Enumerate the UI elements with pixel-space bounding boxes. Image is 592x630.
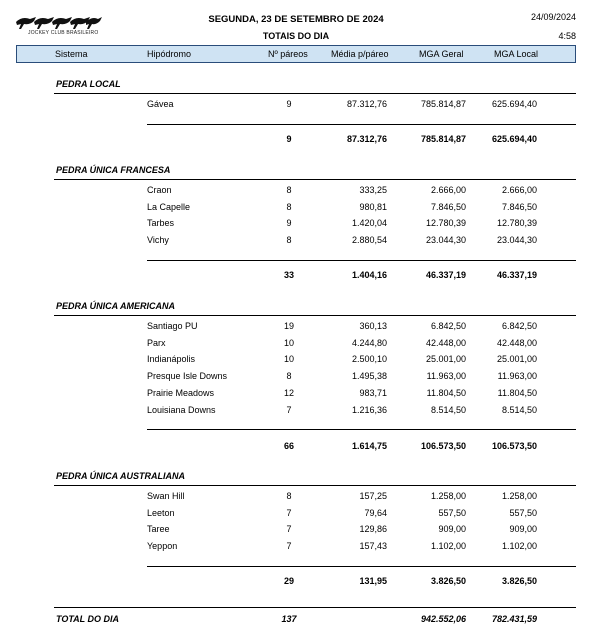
cell-media: 1.420,04 — [351, 218, 387, 228]
cell-mga-geral: 12.780,39 — [425, 218, 466, 228]
table-row — [0, 371, 592, 387]
cell-mga-geral: 785.814,87 — [420, 99, 466, 109]
report-header — [0, 0, 592, 44]
cell-mga-local: 8.514,50 — [501, 405, 537, 415]
subtotal-divider — [147, 429, 576, 430]
cell-media: 1.495,38 — [351, 371, 387, 381]
subtotal-divider — [147, 260, 576, 261]
cell-media: 129,86 — [359, 524, 387, 534]
subtotal-media: 87.312,76 — [346, 134, 387, 144]
cell-mga-local: 23.044,30 — [496, 235, 537, 245]
table-row — [0, 491, 592, 507]
logo-caption: JOCKEY CLUB BRASILEIRO — [28, 30, 99, 36]
col-media: Média p/páreo — [331, 49, 389, 59]
cell-npareos: 8 — [286, 235, 292, 245]
cell-mga-local: 42.448,00 — [496, 338, 537, 348]
subtotal-mga-local: 106.573,50 — [491, 441, 537, 451]
subtotal-mga-local: 46.337,19 — [496, 270, 537, 280]
col-npareos: Nº páreos — [268, 49, 308, 59]
cell-hipodromo: Craon — [147, 185, 172, 195]
cell-media: 1.216,36 — [351, 405, 387, 415]
cell-mga-local: 2.666,00 — [501, 185, 537, 195]
table-row — [0, 235, 592, 251]
col-hipodromo: Hipódromo — [147, 49, 192, 59]
cell-npareos: 9 — [286, 218, 292, 228]
report-subtitle: TOTAIS DO DIA — [262, 31, 330, 41]
cell-mga-geral: 11.963,00 — [426, 371, 466, 381]
total-mga-local: 782.431,59 — [491, 614, 537, 624]
subtotal-mga-local: 625.694,40 — [491, 134, 537, 144]
cell-mga-geral: 7.846,50 — [430, 202, 466, 212]
section-divider — [54, 485, 576, 486]
cell-media: 157,43 — [359, 541, 387, 551]
column-header-bar — [16, 45, 576, 63]
col-mga-local: MGA Local — [494, 49, 539, 59]
cell-mga-geral: 2.666,00 — [430, 185, 466, 195]
cell-mga-geral: 23.044,30 — [425, 235, 466, 245]
section-title: PEDRA ÚNICA FRANCESA — [56, 165, 171, 175]
section-divider — [54, 179, 576, 180]
cell-npareos: 8 — [286, 371, 292, 381]
table-row — [0, 202, 592, 218]
cell-mga-local: 11.963,00 — [497, 371, 537, 381]
subtotal-divider — [147, 566, 576, 567]
cell-npareos: 19 — [284, 321, 295, 331]
subtotal-media: 1.614,75 — [351, 441, 387, 451]
cell-mga-local: 1.102,00 — [501, 541, 537, 551]
subtotal-row — [0, 270, 592, 286]
subtotal-mga-geral: 3.826,50 — [430, 576, 466, 586]
cell-mga-local: 12.780,39 — [496, 218, 537, 228]
cell-mga-geral: 6.842,50 — [430, 321, 466, 331]
cell-media: 980,81 — [359, 202, 387, 212]
cell-mga-geral: 557,50 — [438, 508, 466, 518]
cell-hipodromo: Gávea — [147, 99, 174, 109]
cell-mga-local: 25.001,00 — [496, 354, 537, 364]
subtotal-npareos: 66 — [284, 441, 295, 451]
cell-hipodromo: Louisiana Downs — [147, 405, 216, 415]
cell-mga-geral: 1.102,00 — [430, 541, 466, 551]
subtotal-npareos: 9 — [286, 134, 292, 144]
subtotal-mga-geral: 106.573,50 — [420, 441, 466, 451]
cell-hipodromo: Indianápolis — [147, 354, 196, 364]
subtotal-media: 1.404,16 — [351, 270, 387, 280]
table-row — [0, 99, 592, 115]
cell-npareos: 7 — [286, 405, 292, 415]
subtotal-mga-local: 3.826,50 — [501, 576, 537, 586]
cell-hipodromo: Parx — [147, 338, 166, 348]
table-row — [0, 541, 592, 557]
table-row — [0, 185, 592, 201]
cell-media: 4.244,80 — [351, 338, 387, 348]
subtotal-mga-geral: 46.337,19 — [425, 270, 466, 280]
table-row — [0, 508, 592, 524]
cell-hipodromo: Vichy — [147, 235, 169, 245]
print-date: 24/09/2024 — [530, 12, 576, 22]
section-divider — [54, 315, 576, 316]
cell-hipodromo: Swan Hill — [147, 491, 185, 501]
cell-hipodromo: Tarbes — [147, 218, 175, 228]
cell-media: 333,25 — [359, 185, 387, 195]
cell-mga-geral: 909,00 — [438, 524, 466, 534]
subtotal-divider — [147, 124, 576, 125]
col-sistema: Sistema — [55, 49, 88, 59]
cell-npareos: 8 — [286, 185, 292, 195]
cell-mga-geral: 8.514,50 — [430, 405, 466, 415]
subtotal-npareos: 33 — [284, 270, 295, 280]
table-row — [0, 321, 592, 337]
cell-mga-local: 557,50 — [509, 508, 537, 518]
section-title: PEDRA ÚNICA AUSTRALIANA — [56, 471, 185, 481]
cell-npareos: 8 — [286, 202, 292, 212]
cell-npareos: 10 — [284, 354, 295, 364]
cell-mga-local: 909,00 — [509, 524, 537, 534]
cell-media: 2.500,10 — [351, 354, 387, 364]
table-row — [0, 405, 592, 421]
cell-mga-geral: 25.001,00 — [425, 354, 466, 364]
cell-media: 157,25 — [359, 491, 387, 501]
cell-mga-local: 11.804,50 — [497, 388, 537, 398]
cell-hipodromo: Taree — [147, 524, 170, 534]
cell-hipodromo: Leeton — [147, 508, 175, 518]
cell-mga-local: 1.258,00 — [501, 491, 537, 501]
cell-mga-local: 625.694,40 — [491, 99, 537, 109]
cell-mga-local: 6.842,50 — [501, 321, 537, 331]
table-row — [0, 354, 592, 370]
cell-npareos: 7 — [286, 524, 292, 534]
cell-media: 2.880,54 — [351, 235, 387, 245]
cell-mga-geral: 11.804,50 — [426, 388, 466, 398]
cell-hipodromo: Yeppon — [147, 541, 178, 551]
table-row — [0, 218, 592, 234]
table-row — [0, 338, 592, 354]
cell-hipodromo: Presque Isle Downs — [147, 371, 228, 381]
cell-hipodromo: Santiago PU — [147, 321, 198, 331]
cell-npareos: 10 — [284, 338, 295, 348]
subtotal-mga-geral: 785.814,87 — [420, 134, 466, 144]
section-title: PEDRA ÚNICA AMERICANA — [56, 301, 175, 311]
cell-npareos: 12 — [284, 388, 295, 398]
cell-mga-geral: 42.448,00 — [425, 338, 466, 348]
subtotal-npareos: 29 — [284, 576, 295, 586]
cell-mga-geral: 1.258,00 — [430, 491, 466, 501]
cell-media: 79,64 — [364, 508, 387, 518]
cell-npareos: 9 — [286, 99, 292, 109]
cell-npareos: 7 — [286, 541, 292, 551]
table-row — [0, 524, 592, 540]
col-mga-geral: MGA Geral — [419, 49, 464, 59]
print-time: 4:58 — [558, 31, 576, 41]
cell-hipodromo: Prairie Meadows — [147, 388, 215, 398]
cell-npareos: 8 — [286, 491, 292, 501]
table-row — [0, 388, 592, 404]
total-label: TOTAL DO DIA — [56, 614, 119, 624]
subtotal-media: 131,95 — [359, 576, 387, 586]
subtotal-row — [0, 441, 592, 457]
total-divider — [54, 607, 576, 608]
section-title: PEDRA LOCAL — [56, 79, 121, 89]
total-mga-geral: 942.552,06 — [420, 614, 466, 624]
section-divider — [54, 93, 576, 94]
report-title: SEGUNDA, 23 DE SETEMBRO DE 2024 — [208, 14, 384, 25]
subtotal-row — [0, 134, 592, 150]
cell-mga-local: 7.846,50 — [501, 202, 537, 212]
cell-hipodromo: La Capelle — [147, 202, 191, 212]
cell-npareos: 7 — [286, 508, 292, 518]
subtotal-row — [0, 576, 592, 592]
cell-media: 87.312,76 — [346, 99, 387, 109]
cell-media: 360,13 — [359, 321, 387, 331]
total-npareos: 137 — [281, 614, 297, 624]
cell-media: 983,71 — [359, 388, 387, 398]
